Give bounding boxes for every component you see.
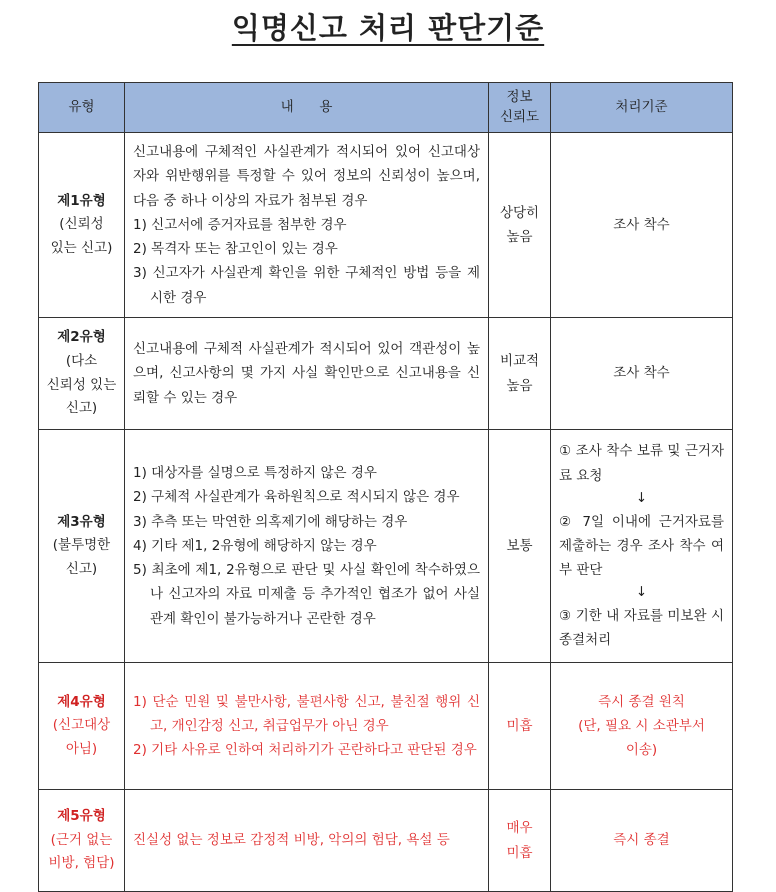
table-row [39, 430, 733, 663]
table-row [39, 663, 733, 790]
list-item: 1) 신고서에 증거자료를 첨부한 경우 [133, 216, 347, 233]
reliability-cell: 비교적 높음 [489, 318, 551, 430]
content-cell: 신고내용에 구체적 사실관계가 적시되어 있어 객관성이 높으며, 신고사항의 몇 가지 사실 확인만으로 신고내용을 신뢰할 수 있는 경우 [125, 318, 489, 430]
criteria-table [38, 82, 733, 892]
table-row [39, 133, 733, 318]
type-cell: 제2유형 (다소 신뢰성 있는 신고) [39, 318, 125, 430]
type-cell: 제5유형 (근거 없는 비방, 험담) [39, 790, 125, 892]
list-item: 2) 구체적 사실관계가 육하원칙으로 적시되지 않은 경우 [133, 489, 460, 506]
type-cell: 제1유형 (신뢰성 있는 신고) [39, 133, 125, 318]
reliability-cell: 보통 [489, 430, 551, 663]
list-item: 3) 추측 또는 막연한 의혹제기에 해당하는 경우 [133, 513, 408, 530]
criteria-cell: 즉시 종결 [551, 790, 733, 892]
list-item: 2) 기타 사유로 인하여 처리하기가 곤란하다고 판단된 경우 [133, 742, 477, 759]
down-arrow-icon: ↓ [635, 584, 648, 601]
header-type: 유형 [39, 83, 125, 133]
table-row [39, 790, 733, 892]
table-row [39, 318, 733, 430]
criteria-cell: 조사 착수 [551, 133, 733, 318]
page-title: 익명신고 처리 판단기준 [231, 11, 545, 45]
down-arrow-icon: ↓ [635, 489, 648, 506]
list-item: 1) 단순 민원 및 불만사항, 불편사항 신고, 불친절 행위 신고, 개인감정 신고, 취급업무가 아닌 경우 [133, 693, 480, 734]
header-criteria: 처리기준 [551, 83, 733, 133]
list-item: 4) 기타 제1, 2유형에 해당하지 않는 경우 [133, 537, 377, 554]
list-item: 1) 대상자를 실명으로 특정하지 않은 경우 [133, 464, 377, 481]
list-item: 2) 목격자 또는 참고인이 있는 경우 [133, 241, 338, 258]
criteria-step: ① 조사 착수 보류 및 근거자료 요청 [559, 443, 724, 484]
header-content: 내 용 [125, 83, 489, 133]
criteria-cell: 즉시 종결 원칙 (단, 필요 시 소관부서 이송) [551, 663, 733, 790]
reliability-cell: 상당히 높음 [489, 133, 551, 318]
reliability-cell: 미흡 [489, 663, 551, 790]
criteria-step: ③ 기한 내 자료를 미보완 시 종결처리 [559, 608, 724, 649]
type-cell: 제4유형 (신고대상 아님) [39, 663, 125, 790]
content-cell: 신고내용에 구체적인 사실관계가 적시되어 있어 신고대상자와 위반행위를 특정할 수 있어 정보의 신뢰성이 높으며, 다음 중 하나 이상의 자료가 첨부된 경우 1) 신고서에 증거자료를 첨부한 경우 2) 목격자 또는 참고인이 있는 경우 3) 신고자가 사실관계 확인을 위한 구체적인 방법 등을 제시한 경우 [125, 133, 489, 318]
table-header-row [39, 83, 733, 133]
content-cell [125, 663, 489, 790]
header-reliability: 정보 신뢰도 [489, 83, 551, 133]
content-cell [125, 430, 489, 663]
reliability-cell: 매우 미흡 [489, 790, 551, 892]
content-cell: 진실성 없는 정보로 감정적 비방, 악의의 험담, 욕설 등 [125, 790, 489, 892]
criteria-cell [551, 430, 733, 663]
type-cell: 제3유형 (불투명한 신고) [39, 430, 125, 663]
list-item: 3) 신고자가 사실관계 확인을 위한 구체적인 방법 등을 제시한 경우 [133, 265, 480, 306]
criteria-cell: 조사 착수 [551, 318, 733, 430]
list-item: 5) 최초에 제1, 2유형으로 판단 및 사실 확인에 착수하였으나 신고자의 자료 미제출 등 추가적인 협조가 없어 사실관계 확인이 불가능하거나 곤란한 경우 [133, 562, 480, 627]
criteria-step: ② 7일 이내에 근거자료를 제출하는 경우 조사 착수 여부 판단 [559, 513, 724, 579]
